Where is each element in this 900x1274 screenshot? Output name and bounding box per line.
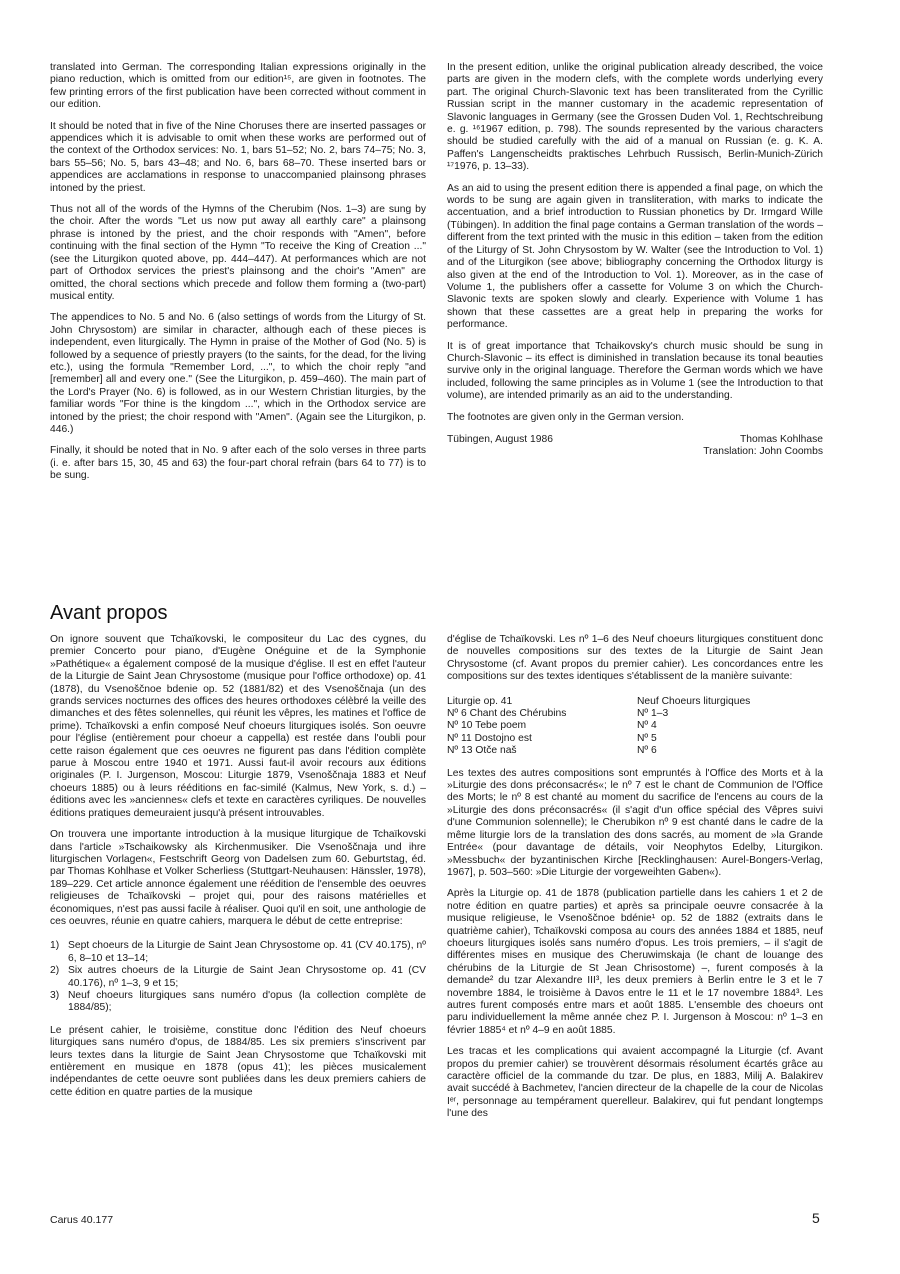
table-cell: Nº 11 Dostojno est xyxy=(447,732,532,744)
place-date: Tübingen, August 1986 xyxy=(447,433,553,445)
table-cell: Nº 5 xyxy=(637,732,657,744)
english-left-column xyxy=(50,62,426,492)
list-item xyxy=(50,990,426,1015)
table-cell: Nº 6 xyxy=(637,745,657,757)
list-number: 1) xyxy=(50,940,60,952)
table-cell: Neuf Choeurs liturgiques xyxy=(637,695,751,707)
volume-list xyxy=(50,940,426,1014)
paragraph: On trouvera une importante introduction à la musique liturgique de Tchaïkovski dans l'article »Tschaikowsky als Kirchenmusiker. Die Vsenoščnaja und ihre liturgischen Vorlagen«, Festschrift Georg von Dadelsen zum 60. Geburtstag, éd. par Thomas Kohlhase et Volker Scherliess (Stuttgart-Neuhausen: Hänssler, 1978), 189–229. Cet article annonce également une réédition de l'ensemble des oeuvres religieuses de Tchaïkovski – projet qui, pour des raisons matérielles et économiques, n'est pas aussi facile à réaliser. Quoi qu'il en soit, une anthologie de ces oeuvres, réunie en quatre cahiers, marquera le début de cette entreprise: xyxy=(50,829,426,927)
table-cell: Nº 4 xyxy=(637,720,657,732)
table-cell: Nº 6 Chant des Chérubins xyxy=(447,708,567,720)
paragraph: Les tracas et les complications qui avaient accompagné la Liturgie (cf. Avant propos du premier cahier) se trouvèrent désormais résolument écartés grâce au caractère officiel de la commande du tzar. De plus, en 1883, Milij A. Balakirev avait succédé à Bachmetev, l'ancien directeur de la chapelle de la cour de Nicolas Iᵉʳ, personnage au tempérament querelleur. Balakirev, qui fut pendant longtemps l'une des xyxy=(447,1046,823,1120)
table-cell: Nº 10 Tebe poem xyxy=(447,720,527,732)
section-heading: Avant propos xyxy=(50,602,168,624)
paragraph: Les textes des autres compositions sont empruntés à l'Office des Morts et à la »Liturgie des dons préconsacrés«; le nº 7 est le chant de Communion de l'Office des Morts; le nº 8 est chanté au moment du sacrifice de l'encens au cours de la »Liturgie des dons préconsacrés« (il s'agit d'un office spécial des Vêpres suivi d'une Communion solennelle); le Cherubikon nº 9 est chanté dans le cadre de la même liturgie lors de la translation des dons sacrés, au moment de »la Grande Entrée« (pour davantage de détails, voir Neophytos Edelby, Liturgikon. »Messbuch« der byzantinischen Kirche [Recklinghausen: Aurel-Bongers-Verlag, 1967], p. 503–560: »Die Liturgie der vorgeweihten Gaben«). xyxy=(447,767,823,878)
list-text: Sept choeurs de la Liturgie de Saint Jean Chrysostome op. 41 (CV 40.175), nº 6, 8–10 et 13–14; xyxy=(68,940,426,964)
author-name: Thomas Kohlhase xyxy=(740,433,823,445)
paragraph: The footnotes are given only in the German version. xyxy=(447,411,684,423)
french-right-column xyxy=(447,634,823,1130)
translator-credit: Translation: John Coombs xyxy=(703,446,823,458)
paragraph: On ignore souvent que Tchaïkovski, le compositeur du Lac des cygnes, du premier Concerto pour piano, d'Eugène Onéguine et de la Symphonie »Pathétique« a également composé de la musique d'église. Il est en effet l'auteur de la Liturgie de Saint Jean Chrysostome (musique pour l'office orthodoxe) op. 41 (1878), du Vsenoščnoe bdenie op. 52 (1881/82) et des Vsenoščnaja (un des grands services nocturnes des offices des heures orthodoxes célèbré la veille des dimanches et des fêtes solennelles, qui réunit les vêpres, les matines et l'office de prime). Tchaïkovski a enfin composé Neuf choeurs liturgiques isolés. Son oeuvre pour l'église (entièrement pour choeur a cappella) est restée dans l'oubli pour cette raison également que ces oeuvres ne figurent pas dans l'édition complète parue à Moscou entre 1940 et 1971. Aussi faut-il avoir recours aux éditions originales (P. I. Jurgenson, Moscou: Liturgie 1879, Vsenoščnaja 1883 et Neuf choeurs 1885) ou à leurs rééditions en fac-similé (Kalmus, New York, s. d.) – éditions avec les »anciennes« clefs et texte en caractères cyriliques. De nouvelles éditions pratiques demeuraient jusqu'à présent introuvables. xyxy=(50,634,426,819)
paragraph: It should be noted that in five of the Nine Choruses there are inserted passages or appendices which it is advisable to omit when these works are performed out of the context of the Orthodox services: No. 1, bars 51–52; No. 2, bars 74–75; No. 3, bars 55–56; No. 5, bars 43–48; and No. 6, bars 68–70. These inserted bars or appendices are acclamations in response to unaccompanied plainsong phrases intoned by the priest. xyxy=(50,120,426,194)
paragraph: As an aid to using the present edition there is appended a final page, on which the words to be sung are again given in transliteration, with marks to indicate the accentuation, and a brief introduction to Russian phonetics by Dr. Irmgard Wille (Tübingen). In addition the final page contains a German translation of the words – different from the text printed with the music in this edition – taken from the edition of the Liturgy of St. John Chrysostom by W. Walter (see the Introduction to Vol. 1) and of the Liturgikon (see above; bibliography concerning the Orthodox liturgy is also given at the end of the Introduction to Vol. 1). Moreover, as in the case of Volume 1, the publishers offer a cassette for Volume 3 on which the Church-Slavonic texts are spoken slowly and clearly. Experience with Volume 1 has shown that these cassettes are a great help in preparing the works for performance. xyxy=(447,182,823,331)
list-text: Neuf choeurs liturgiques sans numéro d'opus (la collection complète de 1884/85); xyxy=(68,989,426,1014)
paragraph: translated into German. The corresponding Italian expressions originally in the piano reduction, which is omitted from our edition¹⁵, are given in footnotes. The few printing errors of the first publication have been corrected without comment in our edition. xyxy=(50,62,426,111)
page-number: 5 xyxy=(812,1210,820,1226)
list-item xyxy=(50,965,426,990)
paragraph: Thus not all of the words of the Hymns of the Cherubim (Nos. 1–3) are sung by the choir. After the words "Let us now put away all earthly care" a plainsong phrase is intoned by the priest, and the choir responds with "Amen", before continuing with the final section of the Hymn "To receive the King of Creation ..." (see the Liturgikon quoted above, pp. 444–447). At performances which are not part of Orthodox services the priest's plainsong and the choir's "Amen" are omitted, the choral sections which precede and follow them forming a (two-part) musical entity. xyxy=(50,204,426,302)
catalog-number: Carus 40.177 xyxy=(50,1214,114,1226)
signature-block xyxy=(447,434,823,459)
list-text: Six autres choeurs de la Liturgie de Saint Jean Chrysostome op. 41 (CV 40.176), nº 1–3, 9 et 15; xyxy=(68,965,426,989)
paragraph: Finally, it should be noted that in No. 9 after each of the solo verses in three parts (i. e. after bars 15, 30, 45 and 63) the four-part choral refrain (bars 64 to 77) is to be sung. xyxy=(50,445,426,482)
list-number: 2) xyxy=(50,965,60,977)
paragraph: Après la Liturgie op. 41 de 1878 (publication partielle dans les cahiers 1 et 2 de notre édition en quatre parties) et après sa principale oeuvre consacrée à la musique religieuse, le Vsenoščnoe bdénie¹ op. 52 de 1882 (extraits dans le quatrième cahier), Tchaïkovski composa au cours des années 1884 et 1885, neuf choeurs liturgiques isolés sans numéro d'opus. Les trois premiers, – il s'agit de différentes mises en musique des Cheruwimskaja (le chant de louange des chérubins de la Liturgie de St Jean Chrisostome) –, furent composés à la demande² du tzar Alexandre III³, les deux premiers à Berlin entre le 3 et le 7 novembre 1884, le troisième à Davos entre le 11 et le 17 novembre 1884³. Les autres furent composés entre mars et août 1885. L'ensemble des choeurs ont paru individuellement la même année chez P. I. Jurgenson à Moscou: nº 1–3 en février 1885⁴ et nº 4–9 en août 1885. xyxy=(447,888,823,1036)
list-item xyxy=(50,940,426,965)
paragraph: d'église de Tchaïkovski. Les nº 1–6 des Neuf choeurs liturgiques constituent donc de nouvelles compositions sur des textes de la Liturgie de Saint Jean Chrysostome (cf. Avant propos du premier cahier). Les concordances entre les compositions sur des textes identiques s'établissent de la manière suivante: xyxy=(447,634,823,683)
english-right-column xyxy=(447,62,823,459)
table-cell: Nº 1–3 xyxy=(637,708,669,720)
french-left-column xyxy=(50,634,426,1108)
paragraph: In the present edition, unlike the original publication already described, the voice parts are given in the modern clefs, with the complete words underlying every part. The original Church-Slavonic text has been transliterated from the Cyrillic Russian script in the manner customary in the academic representation of Slavonic languages in Germany (see the Grossen Duden Vol. 1, Rechtschreibung e. g. ¹⁶1967 edition, p. 798). The sounds represented by the various characters should be studied carefully with the aid of a manual on Russian (e. g. K. A. Paffen's Langenscheidts praktisches Lehrbuch Russisch, Berlin-Munich-Zürich ¹⁷1976, p. 13–33). xyxy=(447,62,823,173)
paragraph: Le présent cahier, le troisième, constitue donc l'édition des Neuf choeurs liturgiques sans numéro d'opus, de 1884/85. Les six premiers s'inscrivent par leurs textes dans la liturgie de Saint Jean Chrysostome que Tchaïkovski mit entièrement en musique en 1878 (opus 41); les pièces musicalement indépendantes de cette oeuvre sont publiées dans les deux premiers cahiers de cette édition en quatre parties de la musique xyxy=(50,1024,426,1098)
paragraph: The appendices to No. 5 and No. 6 (also settings of words from the Liturgy of St. John Chrysostom) are similar in character, although each of these pieces is independent, even liturgically. The Hymn in praise of the Mother of God (No. 5) is followed by a sequence of priestly prayers (to the saints, for the dead, for the living etc.), using the formula "Remember Lord, ...", to which the choir reply "and [remember] all and every one." (See the Liturgikon, p. 459–460). The main part of the Lord's Prayer (No. 6) is followed, as in our Western Christian liturgies, by the familiar words "For thine is the kingdom ...", which in the Orthodox service are intoned by the priest; the choir respond with "Amen". (Again see the Liturgikon, p. 446.) xyxy=(50,312,426,435)
table-cell: Nº 13 Otče naš xyxy=(447,745,517,757)
list-number: 3) xyxy=(50,989,60,1001)
signature-names xyxy=(703,434,823,459)
table-cell: Liturgie op. 41 xyxy=(447,695,513,707)
concordance-table xyxy=(447,696,823,758)
paragraph: It is of great importance that Tchaikovsky's church music should be sung in Church-Slavonic – its effect is diminished in translation because its tonal beauties survive only in the original language. Therefore the German words which we have included, following the same principles as in Volume 1 (see the Introduction to that volume), are intended primarily as an aid to the understanding. xyxy=(447,340,823,402)
